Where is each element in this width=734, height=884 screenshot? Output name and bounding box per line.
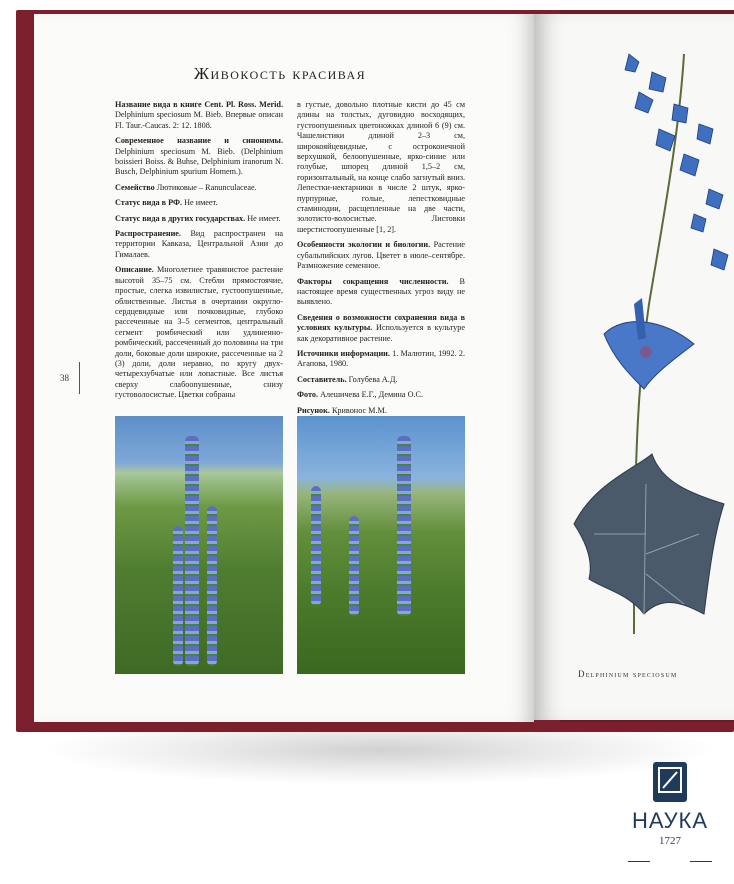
botanical-illustration <box>534 14 734 720</box>
page-number-rule <box>79 362 80 394</box>
paragraph: Описание. Многолетнее травянистое растение высотой 35–75 см. Стебли прямостоячие, простые, слегка извилистые, густоопушенные, облиственные. Листья в очертании округло-сердцевидные или почковидные, глубоко рассеченные на 3–5 сегментов, центральный сегмент ромбический или удлиненно-ромбический, рассеченный до половины на три доли, боковые доли широкие, рассеченные на 2 (3) доли, доли неравно, по кругу двух-четырехзубчатые или лопастные. Все листья сверху слабоопушенные, снизу густоволосистые. Цветки собраны <box>115 265 283 400</box>
paragraph: Название вида в книге Cent. Pl. Ross. Merid. Delphinium speciosum M. Bieb. Впервые описан Fl. Taur.-Caucas. 2: 12. 1808. <box>115 100 283 130</box>
photo-left <box>115 416 283 674</box>
logo-rule-right <box>690 861 712 862</box>
paragraph: Современное название и синонимы. Delphinium speciosum M. Bieb. (Delphinium boissieri Boiss. & Buhse, Delphinium iranorum N. Busch, Delphinium spurium Homem.). <box>115 136 283 177</box>
flower-icon <box>625 54 728 270</box>
flower-spike <box>173 526 183 666</box>
photo-right <box>297 416 465 674</box>
paragraph: Источники информации. 1. Малютин, 1992. 2. Агапова, 1980. <box>297 348 465 369</box>
page-number: 38 <box>60 373 69 383</box>
left-text-column <box>115 100 283 406</box>
flower-spike <box>207 506 217 666</box>
paragraph: Статус вида в других государствах. Не имеет. <box>115 213 281 223</box>
paragraph: Факторы сокращения численности. В настоящее время существенных угроз виду не выявлено. <box>297 276 465 307</box>
right-page <box>534 14 734 720</box>
right-text-column <box>297 100 465 421</box>
flower-spike <box>397 436 411 616</box>
large-flower-icon <box>604 298 694 389</box>
flower-spike <box>349 516 359 616</box>
paragraph: Распространение. Вид распространен на территории Кавказа, Центральной Азии до Гималаев. <box>115 229 283 259</box>
publisher-logo <box>620 762 720 862</box>
flower-spike <box>185 436 199 666</box>
paragraph: Составитель. Голубева А.Д. <box>297 374 398 384</box>
leaf-icon <box>574 454 724 614</box>
publisher-emblem-icon <box>653 762 687 802</box>
paragraph: Сведения о возможности сохранения вида в условиях культуры. Используется в культуре как декоративное растение. <box>297 312 465 343</box>
logo-rule-left <box>628 861 650 862</box>
illustration-caption: Delphinium speciosum <box>578 669 678 679</box>
paragraph: Рисунок. Кривонос М.М. <box>297 405 387 415</box>
paragraph: Семейство Лютиковые – Ranunculaceae. <box>115 182 257 192</box>
page-title: Живокость красивая <box>193 64 367 83</box>
publisher-year: 1727 <box>659 835 681 847</box>
paragraph: Особенности экологии и биологии. Растение субальпийских лугов. Цветет в июле–сентябре. Размножение семенное. <box>297 240 465 271</box>
paragraph: Статус вида в РФ. Не имеет. <box>115 198 218 208</box>
flower-spike <box>311 486 321 606</box>
paragraph: Фото. Алешичева Е.Г., Демина О.С. <box>297 390 424 400</box>
paragraph: в густые, довольно плотные кисти до 45 см длины на толстых, дуговидно восходящих, густоопушенных цветоножках длиной 6 (9) см. Чашелистики длиной 2–3 см, широкояйцевидные, с остроконечной верхушкой, белоопушенные, ярко-синие или голубые, шпорец длиной 1,5–2 см, горизонтальный, на конце слабо загнутый вниз. Лепестки-нектарники в числе 2 штук, ярко-пурпурные, голые, лепестковидные стаминодии, расщепленные на две части, золотисто-волосистые. Листовки шерстистоопушенные [1, 2]. <box>297 100 465 234</box>
publisher-name: НАУКА <box>631 808 709 833</box>
